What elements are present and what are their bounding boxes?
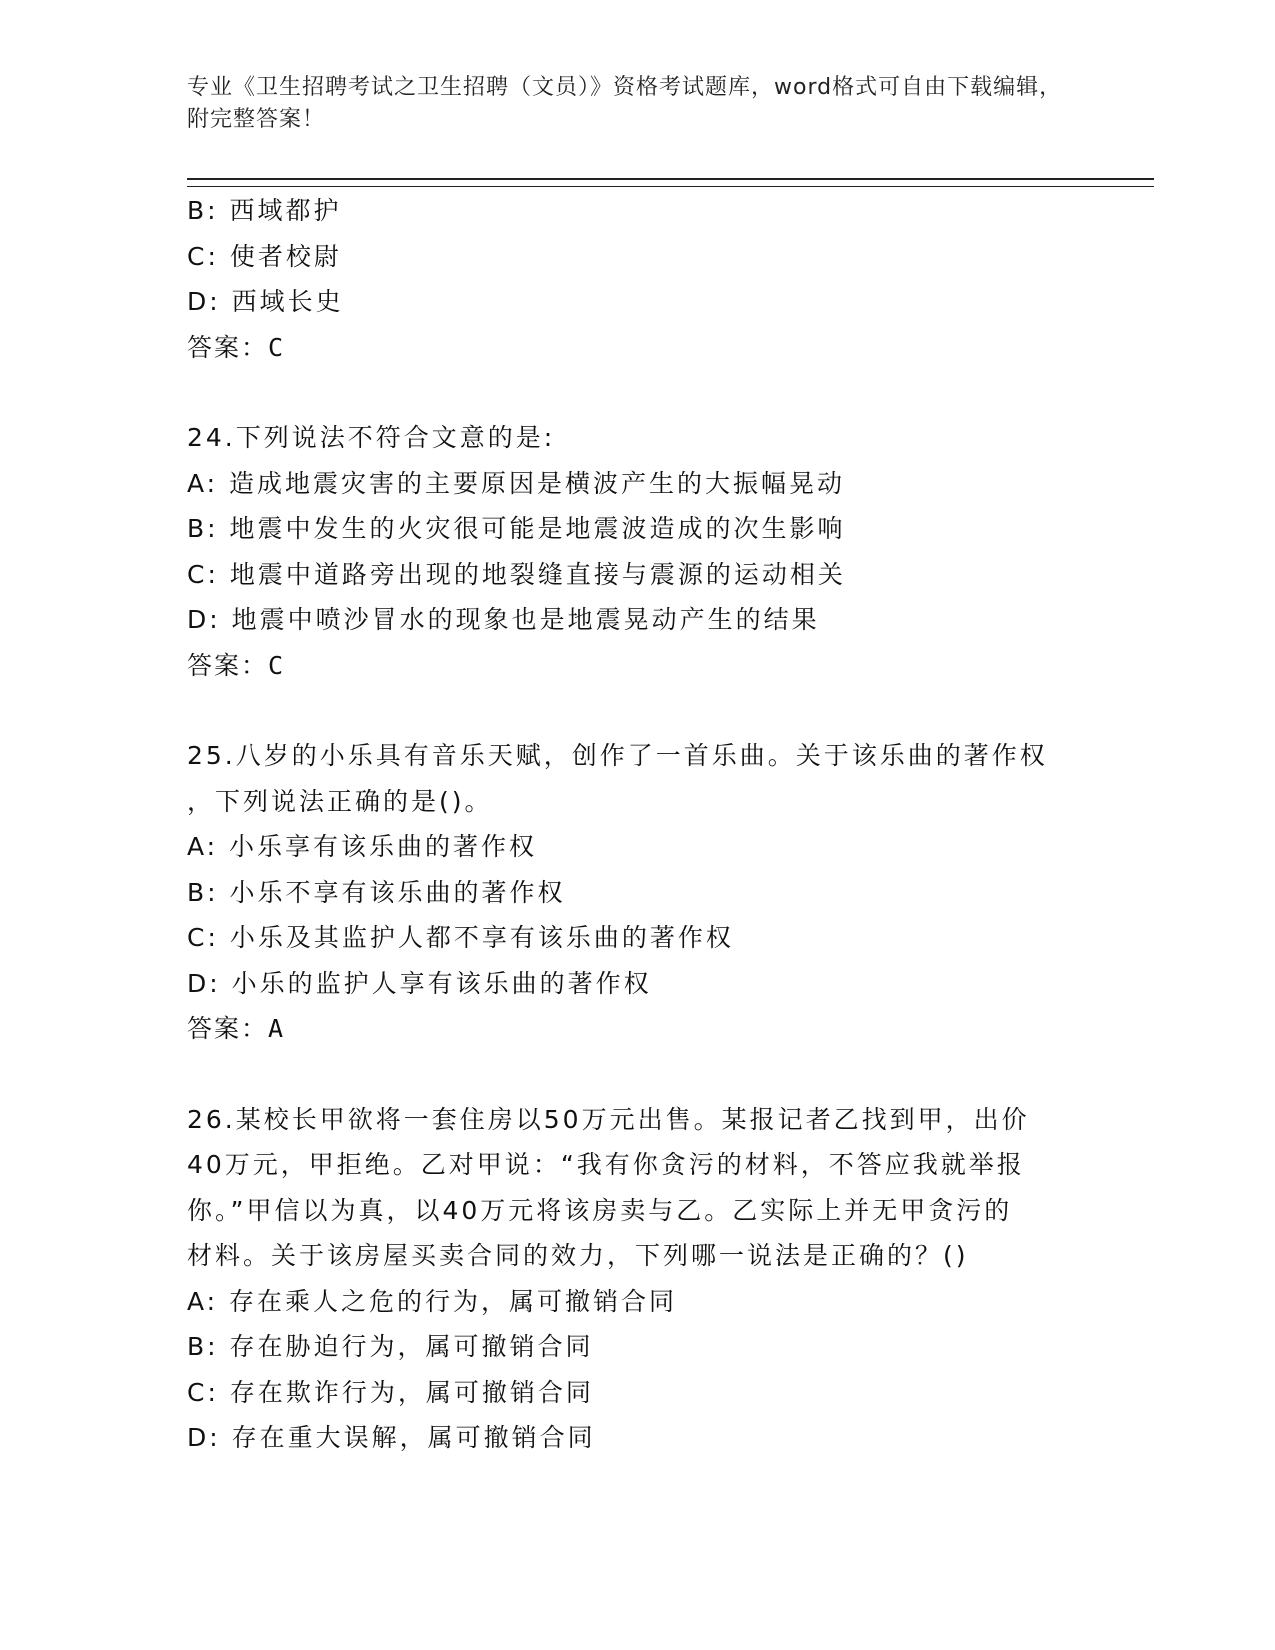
option-b: B: 地震中发生的火灾很可能是地震波造成的次生影响: [187, 514, 846, 543]
answer-label: 答案：: [187, 650, 269, 680]
answer-line: [187, 643, 1087, 689]
document-header: 专业《卫生招聘考试之卫生招聘（文员）》资格考试题库，word格式可自由下载编辑，附完整答案！: [187, 75, 1063, 132]
question-spacer: [187, 1052, 1087, 1097]
option-b: B: 小乐不享有该乐曲的著作权: [187, 877, 566, 907]
option-d: D: 西域长史: [187, 287, 344, 316]
option-b: B: 存在胁迫行为，属可撤销合同: [187, 1332, 594, 1361]
header-divider: [187, 178, 1154, 187]
question-stem-line: 26.某校长甲欲将一套住房以50万元出售。某报记者乙找到甲，出价: [187, 1104, 1030, 1134]
answer-line: [187, 1006, 1087, 1052]
option-c: C: 小乐及其监护人都不享有该乐曲的著作权: [187, 923, 734, 952]
question-stem-line: 你。”甲信以为真，以40万元将该房卖与乙。乙实际上并无甲贪污的: [187, 1195, 1013, 1225]
question-spacer: [187, 688, 1087, 733]
question-23: [187, 188, 1087, 370]
question-stem-line: 材料。关于该房屋买卖合同的效力，下列哪一说法是正确的？(): [187, 1241, 969, 1270]
option-d: D: 存在重大误解，属可撤销合同: [187, 1423, 596, 1452]
question-stem-line: 25.八岁的小乐具有音乐天赋，创作了一首乐曲。关于该乐曲的著作权: [187, 741, 1048, 770]
question-stem-line: ，下列说法正确的是()。: [187, 786, 493, 816]
question-stem-line: 40万元，甲拒绝。乙对甲说：“我有你贪污的材料，不答应我就举报: [187, 1150, 1025, 1179]
question-list: [187, 188, 1087, 1461]
answer-value: C: [268, 332, 286, 362]
question-25: [187, 733, 1087, 1052]
option-c: C: 存在欺诈行为，属可撤销合同: [187, 1377, 594, 1407]
option-a: A: 造成地震灾害的主要原因是横波产生的大振幅晃动: [187, 468, 846, 498]
question-spacer: [187, 370, 1087, 415]
answer-label: 答案：: [187, 332, 269, 362]
answer-label: 答案：: [187, 1014, 269, 1043]
question-stem: 24.下列说法不符合文意的是:: [187, 423, 556, 452]
option-a: A: 小乐享有该乐曲的著作权: [187, 832, 538, 861]
option-b: B: 西域都护: [187, 196, 342, 225]
answer-value: C: [268, 650, 286, 680]
answer-line: [187, 325, 1087, 371]
option-d: D: 地震中喷沙冒水的现象也是地震晃动产生的结果: [187, 605, 820, 634]
option-d: D: 小乐的监护人享有该乐曲的著作权: [187, 968, 652, 998]
option-a: A: 存在乘人之危的行为，属可撤销合同: [187, 1286, 678, 1316]
option-c: C: 地震中道路旁出现的地裂缝直接与震源的运动相关: [187, 559, 846, 589]
option-c: C: 使者校尉: [187, 241, 342, 271]
question-24: [187, 415, 1087, 688]
question-26: [187, 1097, 1087, 1461]
answer-value: A: [268, 1014, 286, 1043]
